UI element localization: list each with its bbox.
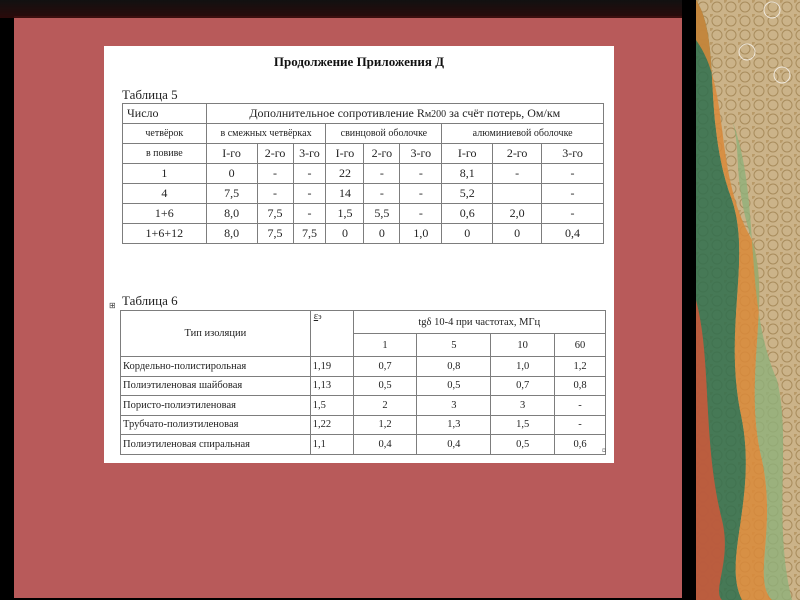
table6-cell: 0,5 bbox=[353, 376, 417, 396]
table6-cell: 1,1 bbox=[310, 435, 353, 455]
document-page bbox=[104, 46, 614, 463]
table6-cell: 0,5 bbox=[417, 376, 491, 396]
table6-cell: 1,2 bbox=[353, 415, 417, 435]
table5-cell: 1,0 bbox=[400, 224, 442, 244]
table5-group-adjacent: в смежных четвёрках bbox=[206, 124, 326, 144]
table6-cell: Полиэтиленовая спиральная bbox=[121, 435, 311, 455]
table5-header-main: Дополнительное сопротивление Rм200 за счёт потерь, Ом/км bbox=[206, 104, 603, 124]
table5-subheader: 2-го bbox=[493, 144, 542, 164]
table5-cell: 1 bbox=[123, 164, 207, 184]
table5-group-lead: свинцовой оболочке bbox=[326, 124, 442, 144]
table6-cell: 1,2 bbox=[555, 357, 606, 377]
table6-cell: 1,3 bbox=[417, 415, 491, 435]
table5-cell: 0,6 bbox=[442, 204, 493, 224]
table5-caption: Таблица 5 bbox=[122, 87, 178, 102]
table5-header-count: Число bbox=[123, 104, 207, 124]
table5-cell: 8,0 bbox=[206, 224, 257, 244]
table5-subheader: I-го bbox=[206, 144, 257, 164]
table6-freq: 10 bbox=[491, 334, 555, 357]
table6-cell: 0,8 bbox=[555, 376, 606, 396]
table6-caption: Таблица 6 bbox=[122, 293, 178, 308]
table5-cell: - bbox=[400, 184, 442, 204]
table5-cell: - bbox=[364, 164, 400, 184]
table5-subheader: I-го bbox=[326, 144, 364, 164]
table5-cell: 0,4 bbox=[542, 224, 604, 244]
table5-subheader: 3-го bbox=[293, 144, 326, 164]
table6-freq: 60 bbox=[555, 334, 606, 357]
table5-cell: 5,2 bbox=[442, 184, 493, 204]
table6-header-freq: tgδ 10-4 при частотах, МГц bbox=[353, 311, 605, 334]
table6-cell: 0,7 bbox=[491, 376, 555, 396]
table5-cell: - bbox=[293, 184, 326, 204]
table-row bbox=[121, 376, 606, 396]
table-row bbox=[123, 224, 604, 244]
table6-freq: 5 bbox=[417, 334, 491, 357]
table-row bbox=[121, 396, 606, 416]
table5-subheader: 3-го bbox=[400, 144, 442, 164]
table5-cell: - bbox=[542, 204, 604, 224]
table5-cell: - bbox=[257, 184, 293, 204]
table5-header-quads: четвёрок bbox=[123, 124, 207, 144]
table5-cell: - bbox=[257, 164, 293, 184]
table5-cell: 7,5 bbox=[257, 204, 293, 224]
table5-subheader: 2-го bbox=[257, 144, 293, 164]
table5-cell: - bbox=[493, 164, 542, 184]
table-row bbox=[121, 357, 606, 377]
table5-cell: 4 bbox=[123, 184, 207, 204]
table6-cell: Кордельно-полистирольная bbox=[121, 357, 311, 377]
table5-cell: 5,5 bbox=[364, 204, 400, 224]
table6-header-permittivity: εэ bbox=[310, 311, 353, 357]
table5-cell: - bbox=[400, 204, 442, 224]
table5-cell: 8,1 bbox=[442, 164, 493, 184]
table5-cell: 7,5 bbox=[206, 184, 257, 204]
table5-cell bbox=[493, 184, 542, 204]
table6-cell: 3 bbox=[417, 396, 491, 416]
table5-cell: - bbox=[293, 204, 326, 224]
table5-cell: 7,5 bbox=[257, 224, 293, 244]
table6-cell: - bbox=[555, 396, 606, 416]
table5-cell: 22 bbox=[326, 164, 364, 184]
table6-cell: 1,13 bbox=[310, 376, 353, 396]
table6-cell: 1,5 bbox=[491, 415, 555, 435]
table-row bbox=[123, 164, 604, 184]
table-end-marker: ¤ bbox=[602, 446, 606, 455]
table6-cell: 1,0 bbox=[491, 357, 555, 377]
table5-cell: 2,0 bbox=[493, 204, 542, 224]
table6-cell: 0,7 bbox=[353, 357, 417, 377]
table6-cell: 0,8 bbox=[417, 357, 491, 377]
table5-cell: - bbox=[293, 164, 326, 184]
table-row bbox=[123, 184, 604, 204]
table5-cell: - bbox=[542, 184, 604, 204]
table6-cell: 0,6 bbox=[555, 435, 606, 455]
table5-group-aluminium: алюминиевой оболочке bbox=[442, 124, 604, 144]
table5-header-layer: в повиве bbox=[123, 144, 207, 164]
table5-cell: 8,0 bbox=[206, 204, 257, 224]
table6-cell: 1,5 bbox=[310, 396, 353, 416]
table5-cell: 0 bbox=[493, 224, 542, 244]
table5-cell: - bbox=[542, 164, 604, 184]
table-row bbox=[123, 204, 604, 224]
table6-cell: Полиэтиленовая шайбовая bbox=[121, 376, 311, 396]
table6-cell: - bbox=[555, 415, 606, 435]
table5-cell: 0 bbox=[442, 224, 493, 244]
decorative-ornament bbox=[682, 0, 800, 600]
table6-freq: 1 bbox=[353, 334, 417, 357]
table5-cell: - bbox=[364, 184, 400, 204]
table5-cell: 0 bbox=[326, 224, 364, 244]
table6-cell: 3 bbox=[491, 396, 555, 416]
table5-cell: 7,5 bbox=[293, 224, 326, 244]
table6-header-insulation: Тип изоляции bbox=[121, 311, 311, 357]
table5-cell: 14 bbox=[326, 184, 364, 204]
table-anchor-icon: ⊞ bbox=[109, 301, 116, 310]
table6-cell: 0,5 bbox=[491, 435, 555, 455]
table5-cell: 0 bbox=[364, 224, 400, 244]
table5-cell: 0 bbox=[206, 164, 257, 184]
table6-cell: 1,22 bbox=[310, 415, 353, 435]
table5-cell: 1+6 bbox=[123, 204, 207, 224]
document-title: Продолжение Приложения Д bbox=[273, 54, 445, 69]
table6-cell: 0,4 bbox=[417, 435, 491, 455]
table6-cell: Трубчато-полиэтиленовая bbox=[121, 415, 311, 435]
table6-cell: Пористо-полиэтиленовая bbox=[121, 396, 311, 416]
table5-cell: 1+6+12 bbox=[123, 224, 207, 244]
table6 bbox=[120, 310, 606, 455]
table5-cell: - bbox=[400, 164, 442, 184]
table5-subheader: 3-го bbox=[542, 144, 604, 164]
table-row bbox=[121, 415, 606, 435]
table-row bbox=[121, 435, 606, 455]
table6-cell: 2 bbox=[353, 396, 417, 416]
table5 bbox=[122, 103, 604, 244]
table6-cell: 1,19 bbox=[310, 357, 353, 377]
table6-cell: 0,4 bbox=[353, 435, 417, 455]
table5-cell: 1,5 bbox=[326, 204, 364, 224]
table5-subheader: 2-го bbox=[364, 144, 400, 164]
table5-subheader: I-го bbox=[442, 144, 493, 164]
